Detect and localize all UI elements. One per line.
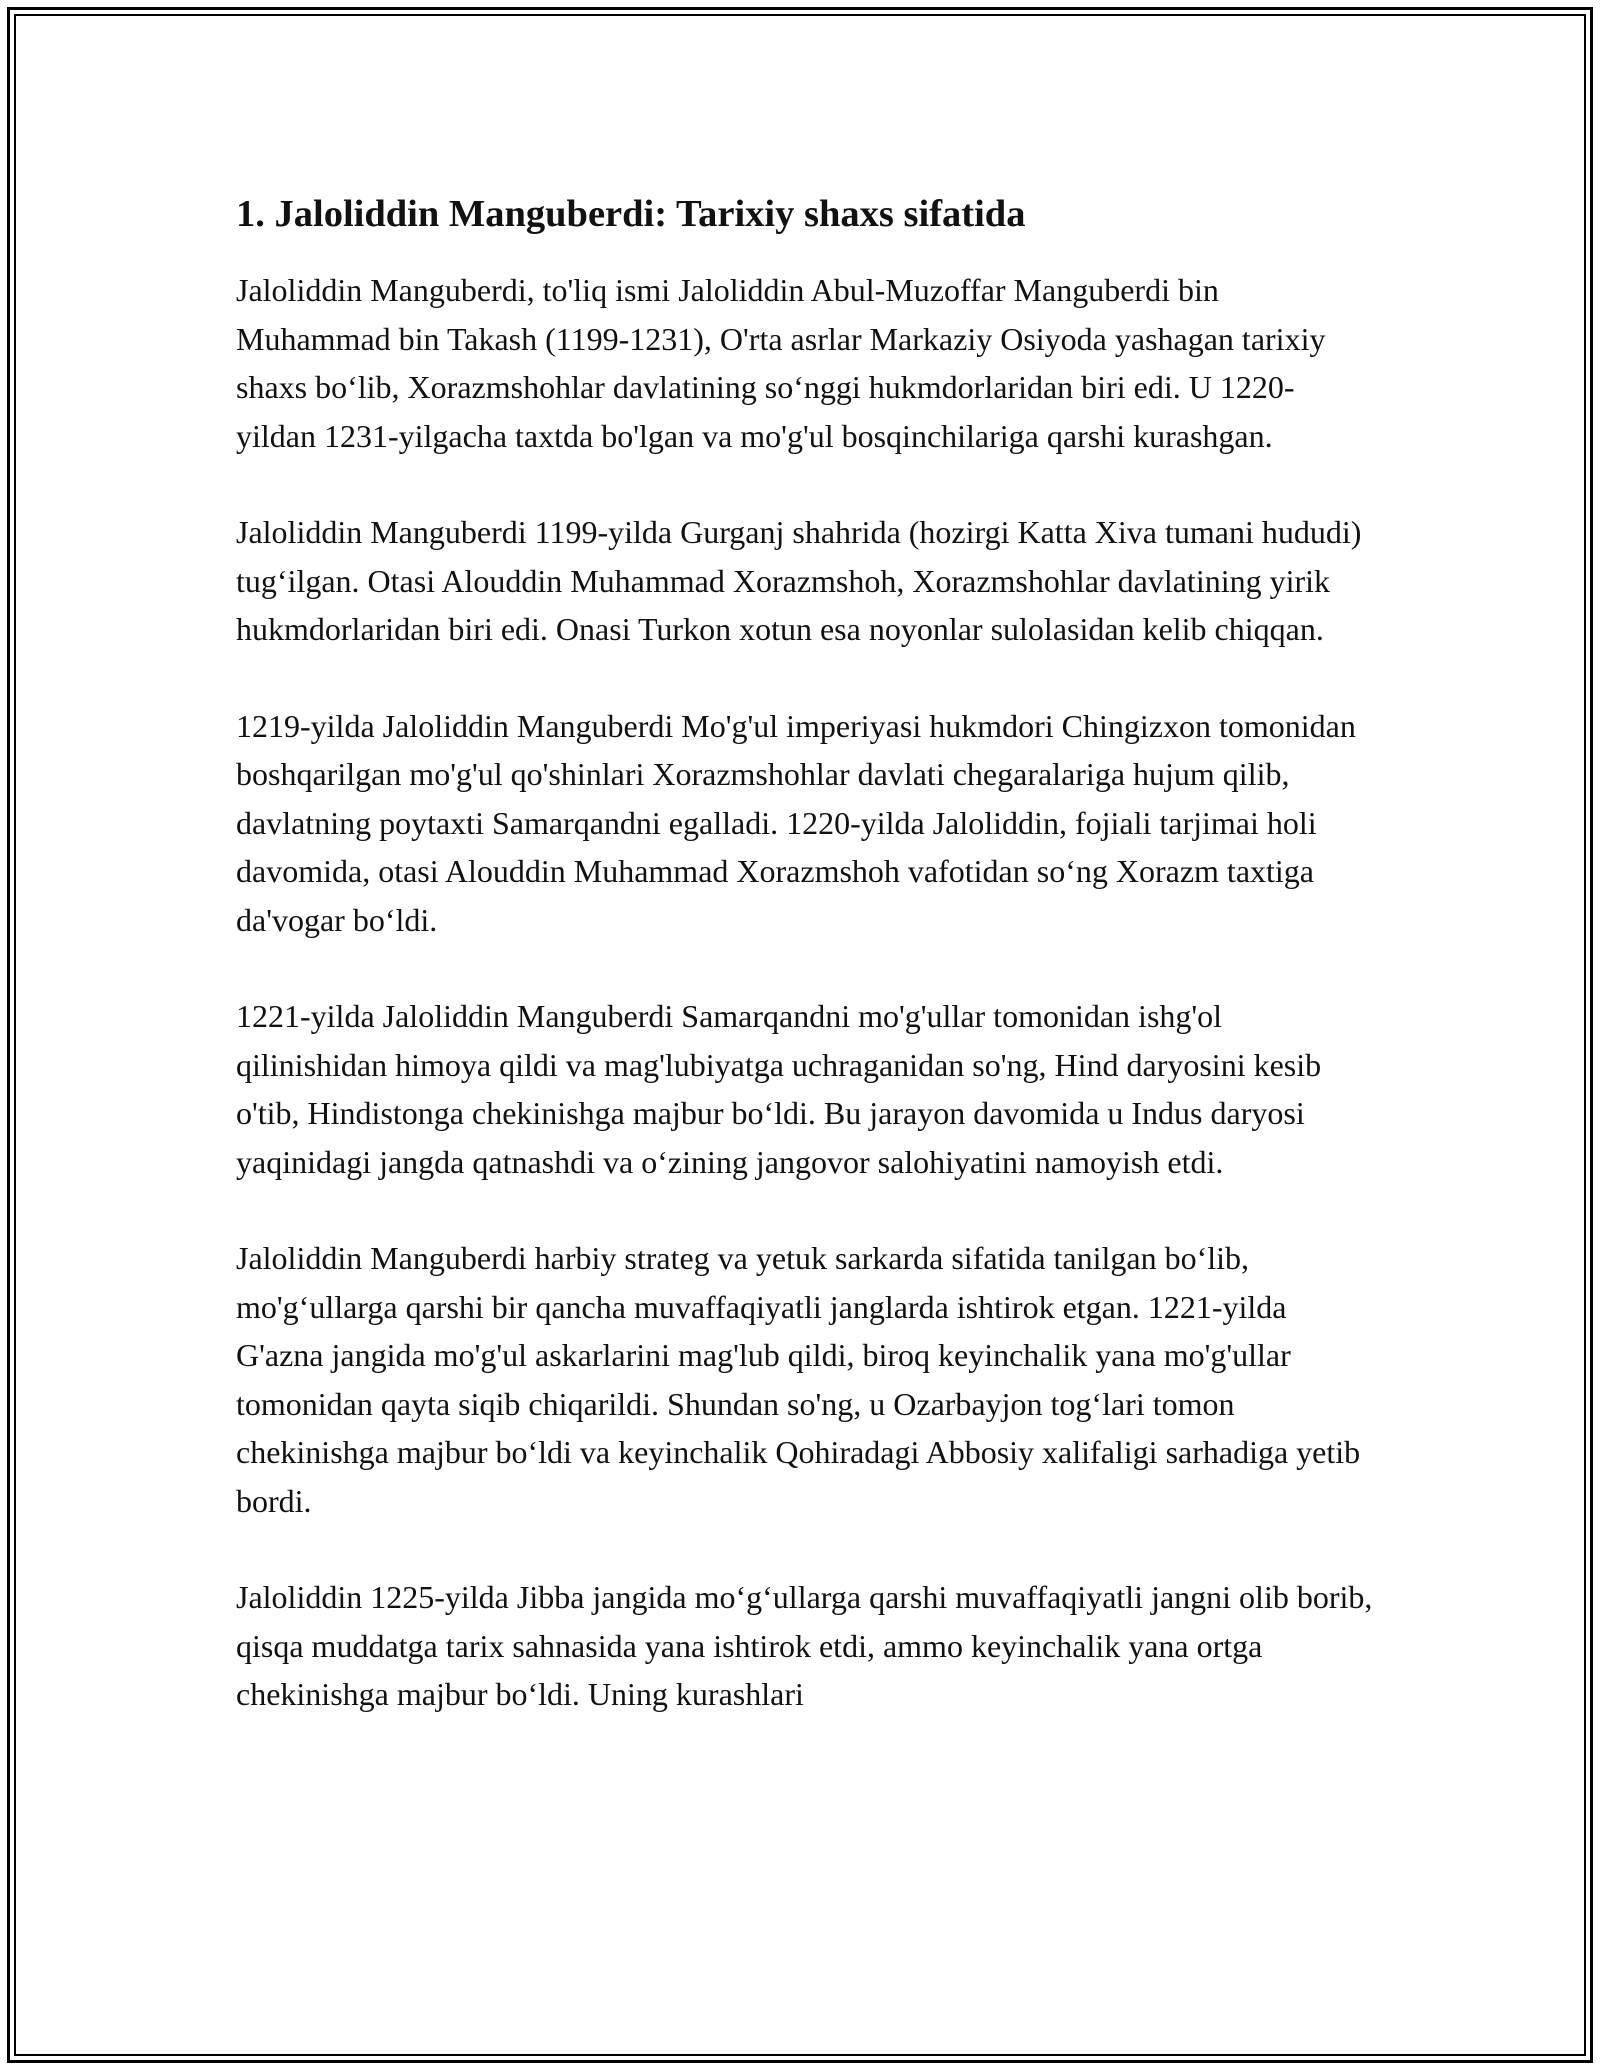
paragraph-3: 1219-yilda Jaloliddin Manguberdi Mo'g'ul imperiyasi hukmdori Chingizxon tomonidan boshqarilgan mo'g'ul qo'shinlari Xorazmshohlar davlati chegaralariga hujum qilib, davlatning poytaxti Samarqandni egalladi. 1220-yilda Jaloliddin, fojiali tarjimai holi davomida, otasi Alouddin Muhammad Xorazmshoh vafotidan so‘ng Xorazm taxtiga da'vogar bo‘ldi. <box>236 707 1356 938</box>
paragraph-2: Jaloliddin Manguberdi 1199-yilda Gurganj shahrida (hozirgi Katta Xiva tumani hududi) tug‘ilgan. Otasi Alouddin Muhammad Xorazmshoh, Xorazmshohlar davlatining yirik hukmdorlaridan biri edi. Onasi Turkon xotun esa noyonlar sulolasidan kelib chiqqan. <box>236 514 1362 647</box>
paragraph-5: Jaloliddin Manguberdi harbiy strateg va yetuk sarkarda sifatida tanilgan bo‘lib, mo'g‘ullarga qarshi bir qancha muvaffaqiyatli janglarda ishtirok etgan. 1221-yilda G'azna jangida mo'g'ul askarlarini mag'lub qildi, biroq keyinchalik yana mo'g'ullar tomonidan qayta siqib chiqarildi. Shundan so'ng, u Ozarbayjon tog‘lari tomon chekinishga majbur bo‘ldi va keyinchalik Qohiradagi Abbosiy xalifaligi sarhadiga yetib bordi. <box>236 1240 1361 1519</box>
paragraph-1: Jaloliddin Manguberdi, to'liq ismi Jaloliddin Abul-Muzoffar Manguberdi bin Muhammad bin Takash (1199-1231), O'rta asrlar Markaziy Osiyoda yashagan tarixiy shaxs bo‘lib, Xorazmshohlar davlatining so‘nggi hukmdorlaridan biri edi. U 1220-yildan 1231-yilgacha taxtda bo'lgan va mo'g'ul bosqinchilariga qarshi kurashgan. <box>236 272 1326 454</box>
document-body <box>236 188 1374 1767</box>
paragraph-6: Jaloliddin 1225-yilda Jibba jangida mo‘g‘ullarga qarshi muvaffaqiyatli jangni olib borib, qisqa muddatga tarix sahnasida yana ishtirok etdi, ammo keyinchalik yana ortga chekinishga majbur bo‘ldi. Uning kurashlari <box>236 1579 1373 1712</box>
paragraph-4: 1221-yilda Jaloliddin Manguberdi Samarqandni mo'g'ullar tomonidan ishg'ol qilinishidan himoya qildi va mag'lubiyatga uchraganidan so'ng, Hind daryosini kesib o'tib, Hindistonga chekinishga majbur bo‘ldi. Bu jarayon davomida u Indus daryosi yaqinidagi jangda qatnashdi va o‘zining jangovor salohiyatini namoyish etdi. <box>236 998 1322 1180</box>
section-heading: 1. Jaloliddin Manguberdi: Tarixiy shaxs sifatida <box>236 193 1026 235</box>
